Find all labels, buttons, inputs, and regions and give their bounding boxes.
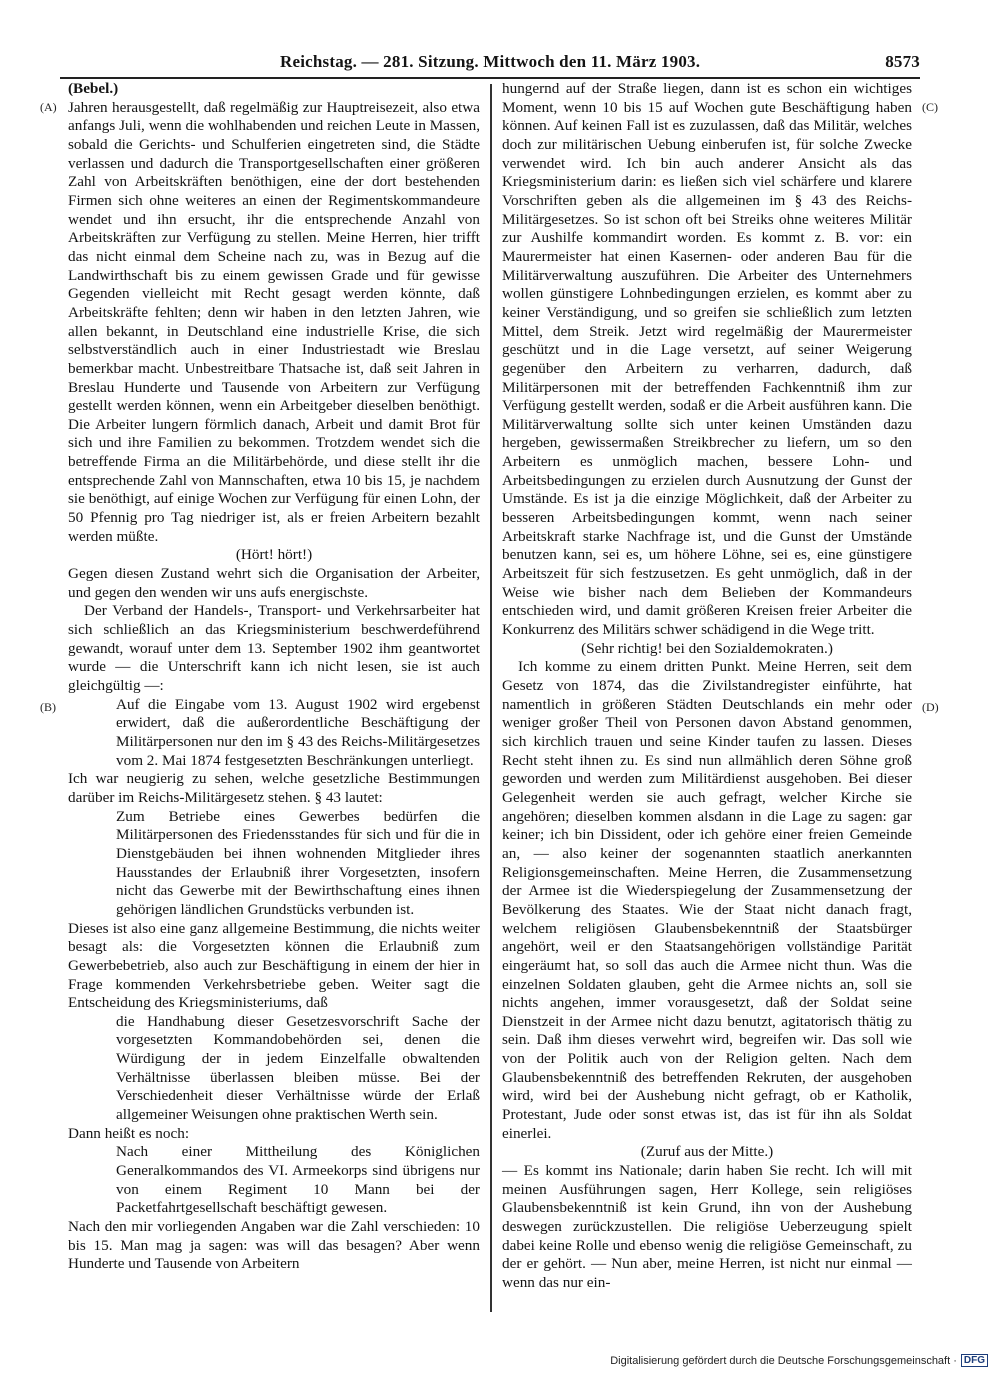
left-column (68, 80, 480, 1274)
page-number: 8573 (885, 52, 920, 71)
running-header (200, 52, 920, 76)
block-quote: die Handhabung dieser Gesetzesvorschrift Sache der vorgesetzten Kommandobehörden sei, denen die Würdigung der in jedem Einzelfalle obwaltenden Verhältnisse überlassen bleiben müsse. Bei der Verschiedenheit dieser Verhältnisse würde der Erlaß allgemeiner Weisungen ohne praktischen Werth sein. (116, 1012, 480, 1124)
running-title: Reichstag. — 281. Sitzung. Mittwoch den 11. März 1903. (280, 52, 701, 71)
right-column (502, 80, 912, 1293)
block-quote: Zum Betriebe eines Gewerbes bedürfen die Militärpersonen des Friedensstandes für sich und für die in Dienstgebäuden bei ihnen wohnenden Mitglieder ihres Hausstandes der Erlaubniß ihrer Vorgesetzten, insofern nicht das Gewerbe mit der Bewirthschaftung eines ihnen gehörigen ländlichen Grundstücks verbunden ist. (116, 807, 480, 918)
footer-credit (610, 1354, 988, 1367)
speaker-label: (Bebel.) (68, 80, 119, 97)
column-divider (490, 84, 492, 1312)
margin-mark-c: (C) (922, 100, 938, 114)
paragraph: — Es kommt ins Nationale; darin haben Sie recht. Ich will mit meinen Ausführungen sagen, Herr Kollege, sein religiöses Glaubensbekenntniß ist kein Grund, ihn von der Aushebung deswegen zurückzustellen. Die religiöse Ueberzeugung spielt dabei keine Rolle und ebenso wenig die religiöse Gemeinschaft, zu der er gehört. — Nun aber, meine Herren, ist nicht nur einmal — wenn das nur ein- (502, 1162, 912, 1291)
paragraph: Dann heißt es noch: (68, 1124, 190, 1142)
paragraph: Gegen diesen Zustand wehrt sich die Organisation der Arbeiter, und gegen den wenden wir uns aufs energischste. (68, 565, 480, 601)
margin-mark-d: (D) (922, 700, 939, 714)
block-quote: Nach einer Mittheilung des Königlichen Generalkommandos des VI. Armeekorps sind übrigens nur von einem Regiment 10 Mann bei der Packetfahrtgesellschaft beschäftigt gewesen. (116, 1143, 480, 1217)
paragraph: hungernd auf der Straße liegen, dann ist es schon ein wichtiges Moment, wenn 10 bis 15 auf Wochen gute Beschäftigung haben können. Auf keinen Fall ist es zuzulassen, daß das Militär, welches doch zur militärischen Uebung einberufen ist, für solche Zwecke verwendet wird. Ich bin auch anderer Ansicht als das Kriegsministerium darin: es ließen sich viel schärfere und klarere Vorschriften geben als die allgemeinen im § 43 des Reichs-Militärgesetzes. So ist schon oft bei Streiks ohne weiteres Militär zur Aushilfe kommandirt worden. Es kommt z. B. vor: ein Maurermeister hat einen Kasernen- oder anderen Bau für die Militärverwaltung auszuführen. Die Arbeiter des Unternehmers wollen günstigere Lohnbedingungen erzielen, es kommt aber zu keiner Verständigung, und so greifen sie schließlich zum letzten Mittel, dem Streik. Jetzt wird regelmäßig der Maurermeister geschützt und in die Lage versetzt, auf seiner Weigerung gegenüber den Arbeitern zu verharren, dadurch, daß Militärpersonen mit der betreffenden Fachkenntniß ihm zur Verfügung gestellt werden, sodaß er die Arbeit ausführen kann. Die Militärverwaltung sollte sich unter keinen Umständen dazu hergeben, gewissermaßen Streikbrecher zu liefern, um so den Arbeitern es unmöglich machen, bessere Lohn- und Arbeitsbedingungen zu erzielen durch Ausnutzung der Gunst der Umstände. Es ist ja die einzige Möglichkeit, daß der Arbeiter zu besseren Arbeitsbedingungen kommt, wenn nach seiner Arbeitskraft starke Nachfrage ist, und die Gunst der Umstände benutzen kann, sei es, um höhere Löhne, sei es, eine günstigere Arbeitszeit für sich festzusetzen. Es geht unmöglich, daß in der Weise wie bisher nach dem Belieben der Kommandeurs entschieden wird, und damit größeren Kreisen freier Arbeiter die Konkurrenz des Militärs schwer schädigend in die Wege tritt. (502, 80, 912, 639)
paragraph: Ich komme zu einem dritten Punkt. Meine Herren, seit dem Gesetz von 1874, das die Zivilstandregister einführte, hat namentlich in größeren Städten Deutschlands ein mehr oder weniger großer Theil von Personen davon Abstand genommen, sich kirchlich trauen und seine Kinder taufen zu lassen. Dieses Recht steht ihnen zu. Es sind nun allmählich deren Söhne groß geworden und werden zum Militärdienst ausgehoben. Bei dieser Gelegenheit werden sie auch gefragt, welcher Kirche sie angehören; dieselben kommen alsdann in die Lage zu sagen: gar keiner; ich bin Dissident, oder ich gehöre einer freien Gemeinde an, — also keiner der sogenannten staatlich anerkannten Religionsgemeinschaften. Meine Herren, die Zusammensetzung der Armee ist die Wiederspiegelung der Zusammensetzung der Bevölkerung des Staates. Wie der Staat nicht danach fragt, welchem religiösen Glaubensbekenntniß der Staatsbürger angehört, weil er den Staatsangehörigen vollständige Parität eingeräumt hat, so soll das auch die Armee nicht thun. Was die einzelnen Soldaten glauben, geht die Armee nichts an, soll sie nichts angehen, immer vorausgesetzt, daß der Soldat seine Dienstzeit in der Armee nicht dazu benutzt, agitatorisch thätig zu sein. Daß ihm dieses verwehrt wird, begreifen wir. Das soll wie von der Politik auch von der Religion gelten. Nach dem Glaubensbekenntniß des betreffenden Rekruten, der ausgehoben wird, wird bei der Aushebung nicht gefragt, ob er Katholik, Protestant, Jude oder sonst etwas ist, das ist für ihn als Soldat einerlei. (502, 658, 912, 1142)
paragraph: Der Verband der Handels-, Transport- und Verkehrsarbeiter hat sich schließlich an das Kriegsministerium beschwerdeführend gewandt, worauf unter dem 13. September 1902 ihm geantwortet wurde — die Unterschrift kann ich nicht lesen, sie ist auch gleichgültig —: (68, 602, 480, 694)
interjection: (Zuruf aus der Mitte.) (640, 1143, 774, 1161)
header-rule (60, 77, 920, 79)
margin-mark-b: (B) (40, 700, 56, 714)
paragraph: Jahren herausgestellt, daß regelmäßig zur Hauptreisezeit, also etwa anfangs Juli, wenn die wohlhabenden und reichen Leute in Massen, sobald die Gerichts- und Schulferien eingetreten sind, die Städte verlassen und dadurch die Transportgesellschaften einer größeren Zahl von Arbeitskräften benöthigen, eine der dort bestehenden Firmen sich ohne weiteres an einen der Regimentskommandeure wendet und ihn ersucht, ihr die entsprechende Anzahl von Arbeitskräften zur Verfügung zu stellen. Meine Herren, hier trifft das nicht einmal dem Scheine nach zu, was in Bezug auf die Landwirthschaft bis zu einem gewissen Grade und für gewisse Gegenden vielleicht mit Recht gesagt werden könnte, daß Arbeitskräfte fehlten; denn wir haben in den letzten Jahren, wie allen bekannt, in Deutschland eine industrielle Krise, die sich selbstverständlich auch in einer Industriestadt wie Breslau bemerkbar macht. Unbestreitbare Thatsache ist, daß seit Jahren in Breslau Hunderte und Tausende von Arbeitern zur Verfügung gestellt werden können, wenn ein Arbeitgeber dieselben benöthigt. Die Arbeiter lungern förmlich danach, Arbeit und damit Brot für sich und ihre Familien zu bekommen. Trotzdem wendet sich die betreffende Firma an die Militärbehörde, und diese stellt ihr die entsprechende Zahl von Mannschaften, etwa 10 bis 15, je nachdem sie benöthigt, auf einige Wochen zur Verfügung für einen Lohn, der 50 Pfennig pro Tag niedriger ist, als er freien Arbeitern bezahlt werden müßte. (68, 98, 480, 545)
margin-mark-a: (A) (40, 100, 57, 114)
interjection: (Sehr richtig! bei den Sozialdemokraten.) (581, 639, 833, 657)
footer-text: Digitalisierung gefördert durch die Deutsche Forschungsgemeinschaft · (610, 1354, 957, 1367)
dfg-logo: DFG (961, 1354, 988, 1367)
paragraph: Ich war neugierig zu sehen, welche gesetzliche Bestimmungen darüber im Reichs-Militärgesetz stehen. § 43 lautet: (68, 770, 480, 806)
paragraph: Dieses ist also eine ganz allgemeine Bestimmung, die nichts weiter besagt als: die Vorgesetzten können die Erlaubniß zum Gewerbebetrieb, also auch zur Beschäftigung in einem der hier in Frage kommenden Verkehrsbetriebe geben. Weiter sagt die Entscheidung des Kriegsministeriums, daß (68, 919, 480, 1012)
interjection: (Hört! hört!) (235, 546, 313, 564)
paragraph: Nach den mir vorliegenden Angaben war die Zahl verschieden: 10 bis 15. Man mag ja sagen: was will das besagen? Aber wenn Hunderte und Tausende von Arbeitern (68, 1218, 480, 1273)
block-quote: Auf die Eingabe vom 13. August 1902 wird ergebenst erwidert, daß die außerordentliche Beschäftigung der Militärpersonen nur den im § 43 des Reichs-Militärgesetzes vom 2. Mai 1874 festgesetzten Beschränkungen unterliegt. (116, 695, 480, 769)
